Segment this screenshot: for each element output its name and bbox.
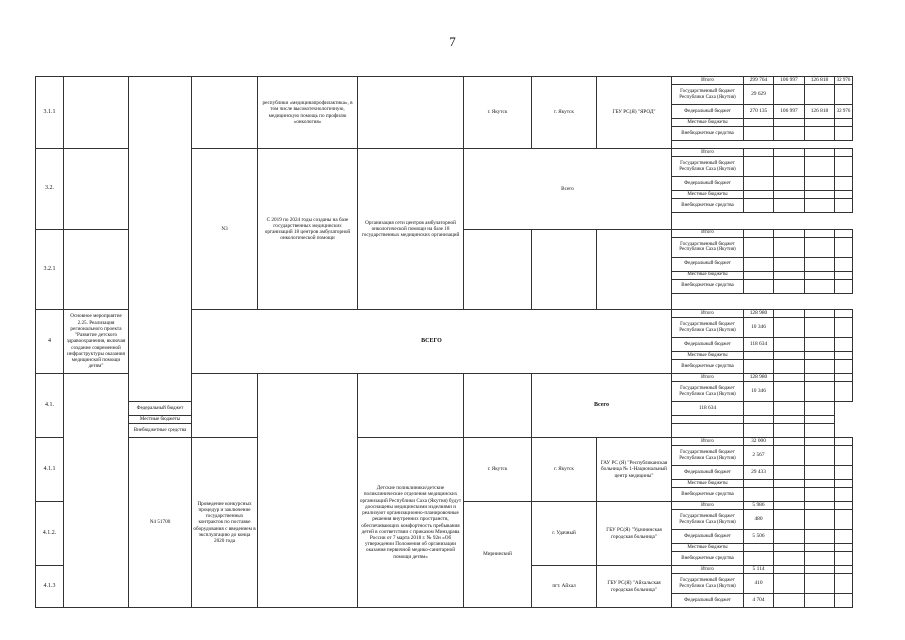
- value-cell: 4 704: [744, 594, 774, 608]
- value-cell: 29 433: [744, 466, 774, 480]
- empty-cell: [358, 77, 464, 149]
- funding-source: Федеральный бюджет: [672, 530, 744, 544]
- value-cell: 106 997: [774, 77, 805, 85]
- measure-description: Проведение конкурсных процедур и заключение государственных контрактов по поставке оборудования с введением в эксплуатацию до конца 2020 года: [192, 438, 258, 608]
- funding-source: Государственный бюджет Республики Саха (Якутия): [672, 510, 744, 530]
- funding-source: Внебюджетные средства: [672, 199, 744, 213]
- total-label: ВСЕГО: [192, 310, 672, 374]
- empty-cell: [464, 229, 532, 309]
- funding-source: Государственный бюджет Республики Саха (Якутия): [672, 157, 744, 177]
- empty-cell: [192, 374, 258, 438]
- funding-source: Итого: [672, 77, 744, 85]
- empty-cell: [64, 77, 129, 149]
- empty-cell: [597, 229, 672, 309]
- funding-source: Местные бюджеты: [672, 271, 744, 279]
- value-cell: 5 114: [744, 566, 774, 574]
- program-table: [35, 76, 853, 608]
- funding-source: Итого: [672, 374, 744, 382]
- organization-cell: ГБУ РС(Я) "Айхальская городская больница": [597, 566, 672, 608]
- value-cell: [774, 85, 805, 105]
- row-number: 3.1.1: [36, 77, 64, 149]
- empty-cell: [64, 374, 129, 608]
- value-cell: 5 986: [744, 502, 774, 510]
- settlement-cell: г. Якутск: [532, 77, 597, 149]
- funding-source: Государственный бюджет Республики Саха (Якутия): [672, 574, 744, 594]
- funding-source: Федеральный бюджет: [672, 466, 744, 480]
- empty-cell: [64, 229, 129, 309]
- row-number: 4.1.2.: [36, 502, 64, 566]
- expected-result: Организация сети центров амбулаторной онкологической помощи на базе 18 государственных медицинских организаций: [358, 149, 464, 310]
- total-label: Всего: [464, 149, 672, 229]
- value-cell: 126 818: [805, 105, 835, 119]
- organization-cell: ГБУ РС(Я) "Удачнинская городская больница": [597, 502, 672, 566]
- value-cell: 128 980: [744, 310, 774, 318]
- row-number: 4: [36, 310, 64, 374]
- project-code: N4 51700: [129, 438, 192, 608]
- value-cell: 5 506: [744, 530, 774, 544]
- organization-cell: ГАУ РС (Я) "Республиканская больница № 1-Национальный центр медицины": [597, 438, 672, 502]
- funding-source: Местные бюджеты: [672, 119, 744, 127]
- funding-source: Итого: [672, 229, 744, 237]
- funding-source: Местные бюджеты: [672, 191, 744, 199]
- funding-source: Итого: [672, 438, 744, 446]
- project-code: N3: [192, 149, 258, 310]
- funding-source: Государственный бюджет Республики Саха (Якутия): [672, 382, 744, 402]
- value-cell: [835, 85, 853, 105]
- value-cell: 32 000: [744, 438, 774, 446]
- funding-source: Федеральный бюджет: [672, 257, 744, 271]
- funding-source: Итого: [672, 502, 744, 510]
- funding-source: Внебюджетные средства: [672, 279, 744, 293]
- value-cell: 32 976: [835, 105, 853, 119]
- funding-source: Местные бюджеты: [129, 416, 192, 424]
- value-cell: 126 818: [805, 77, 835, 85]
- funding-source: Итого: [672, 149, 744, 157]
- settlement-cell: г. Якутск: [532, 438, 597, 502]
- total-label: Всего: [532, 374, 672, 438]
- settlement-cell: г. Удачный: [532, 502, 597, 566]
- page-number: 7: [449, 34, 456, 49]
- empty-cell: [358, 374, 464, 438]
- district-cell: г. Якутск: [464, 77, 532, 149]
- funding-source: Федеральный бюджет: [672, 338, 744, 352]
- funding-source: Внебюджетные средства: [672, 488, 744, 502]
- funding-source: Государственный бюджет Республики Саха (Якутия): [672, 237, 744, 257]
- main-event: Основное мероприятие 2.25. Реализация регионального проекта "Развитие детского здравоохранения, включая создание современной инфраструктуры оказания медицинской помощи детям": [64, 310, 129, 374]
- organization-cell: ГБУ РС(Я) "ЯРОД": [597, 77, 672, 149]
- value-cell: 10 346: [744, 382, 774, 402]
- district-cell: г. Якутск: [464, 438, 532, 502]
- district-cell: Мирнинский: [464, 502, 532, 608]
- value-cell: 410: [744, 574, 774, 594]
- row-number: 4.1.3: [36, 566, 64, 608]
- value-cell: 480: [744, 510, 774, 530]
- value-cell: 10 346: [744, 318, 774, 338]
- funding-source: Государственный бюджет Республики Саха (Якутия): [672, 446, 744, 466]
- funding-source: Внебюджетные средства: [672, 360, 744, 374]
- funding-source: Внебюджетные средства: [672, 127, 744, 141]
- measure-description: С 2019 по 2024 годы созданы на базе государственных медицинских организаций 18 центров амбулаторной онкологической помощи: [258, 149, 358, 310]
- empty-cell: [64, 149, 129, 229]
- funding-source: Федеральный бюджет: [672, 105, 744, 119]
- empty-cell: [532, 229, 597, 309]
- funding-source: Государственный бюджет Республики Саха (Якутия): [672, 318, 744, 338]
- row-number: 4.1.1: [36, 438, 64, 502]
- value-cell: 299 764: [744, 77, 774, 85]
- funding-source: Внебюджетные средства: [672, 552, 744, 566]
- value-cell: 32 976: [835, 77, 853, 85]
- funding-source: Федеральный бюджет: [672, 177, 744, 191]
- funding-source: Местные бюджеты: [672, 480, 744, 488]
- value-cell: 106 997: [774, 105, 805, 119]
- measure-description: республики «медицинапрофилактика», в том числе высокотехнологичную, медицинскую помощь по профилю «онкология»: [258, 77, 358, 149]
- value-cell: 128 980: [744, 374, 774, 382]
- value-cell: 270 135: [744, 105, 774, 119]
- funding-source: Федеральный бюджет: [129, 402, 192, 416]
- value-cell: 29 629: [744, 85, 774, 105]
- funding-source: Федеральный бюджет: [672, 594, 744, 608]
- funding-source: Итого: [672, 566, 744, 574]
- funding-source: Местные бюджеты: [672, 352, 744, 360]
- empty-cell: [192, 77, 258, 149]
- row-number: 4.1.: [36, 374, 64, 438]
- value-cell: 118 634: [672, 402, 744, 416]
- empty-cell: [129, 77, 192, 402]
- funding-source: Итого: [672, 310, 744, 318]
- row-number: 3.2.: [36, 149, 64, 229]
- value-cell: 118 634: [744, 338, 774, 352]
- funding-source: Местные бюджеты: [672, 544, 744, 552]
- expected-result: Детские поликлиники/детские поликлинические отделения медицинских организаций Республики Саха (Якутия) будут дооснащены медицинскими изделиями и реализуют организационно-планировочные решения внутренних пространств, обеспечивающих комфортность пребывания детей в соответствии с приказом Минздрава России от 7 марта 2018 г. № 92н «Об утверждении Положения об организации оказания первичной медико-санитарной помощи детям»: [358, 438, 464, 608]
- empty-cell: [258, 374, 358, 608]
- funding-source: Внебюджетные средства: [129, 424, 192, 438]
- settlement-cell: пгт. Айхал: [532, 566, 597, 608]
- funding-source: Государственный бюджет Республики Саха (Якутия): [672, 85, 744, 105]
- value-cell: 2 567: [744, 446, 774, 466]
- value-cell: [805, 85, 835, 105]
- row-number: 3.2.1: [36, 229, 64, 309]
- empty-cell: [464, 374, 532, 438]
